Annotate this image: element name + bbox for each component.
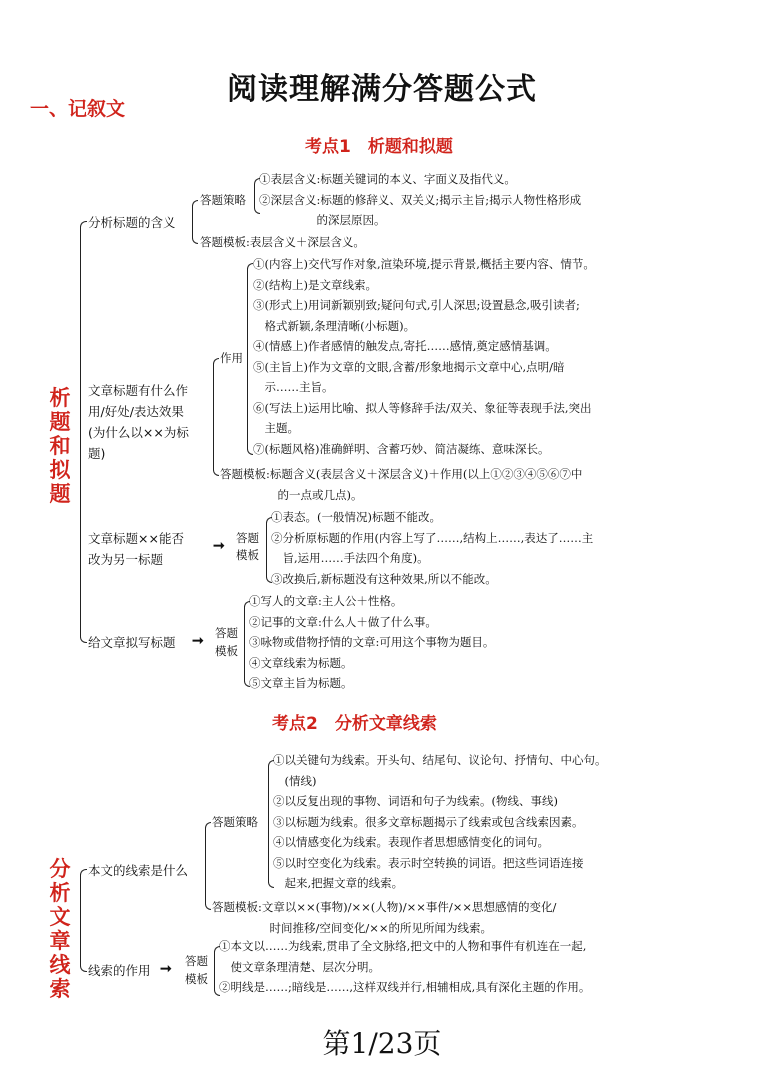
b6-item: ①本文以……为线索,贯串了全文脉络,把文中的人物和事件有机连在一起, <box>219 939 587 953</box>
b1-item: ①表层含义:标题关键词的本义、字面义及指代义。 <box>259 172 516 186</box>
b2-item: 示……主旨。 <box>253 380 334 394</box>
b5-list <box>273 750 607 894</box>
kaodian-2-heading: 考点2 分析文章线索 <box>272 714 437 734</box>
b4-label: 答题 模板 <box>215 626 238 658</box>
b3-item: ②分析原标题的作用(内容上写了……,结构上……,表达了……主 <box>271 530 594 545</box>
b6-arrow-icon: ➞ <box>160 961 172 977</box>
b6-item: ②明线是……;暗线是……,这样双线并行,相辅相成,具有深化主题的作用。 <box>219 980 591 994</box>
b4-item: ③咏物或借物抒情的文章:可用这个事物为题目。 <box>249 635 495 649</box>
node-clue-function: 线索的作用 <box>88 963 151 978</box>
b1-strategy-list <box>259 169 581 231</box>
b2-model: 答题模板:标题含义(表层含义＋深层含义)＋作用(以上①②③④⑤⑥⑦中 的一点或几点)。 <box>220 467 583 502</box>
b5-item: (情线) <box>273 773 317 788</box>
b3-label: 答题 模板 <box>236 531 259 562</box>
node-title-function: 文章标题有什么作 用/好处/表达效果 (为什么以××为标 题) <box>88 383 189 461</box>
b4-item: ①写人的文章:主人公＋性格。 <box>249 594 403 608</box>
b2-item: ⑥(写法上)运用比喻、拟人等修辞手法/双关、象征等表现手法,突出 <box>253 400 592 415</box>
group-label-xiansuo: 分 析 文 章 线 索 <box>49 857 71 1001</box>
b1-model: 答题模板:表层含义＋深层含义。 <box>200 235 365 249</box>
b2-item: ①(内容上)交代写作对象,渲染环境,提示背景,概括主要内容、情节。 <box>253 257 595 271</box>
b3-item: 旨,运用……手法四个角度)。 <box>271 551 429 565</box>
b2-item: ⑤(主旨上)作为文章的文眼,含蓄/形象地揭示文章中心,点明/暗 <box>253 359 565 374</box>
node-title-meaning: 分析标题的含义 <box>88 215 176 230</box>
group2-bracket <box>80 869 87 972</box>
node-title-change: 文章标题××能否 改为另一标题 <box>88 531 184 567</box>
b1-item: 的深层原因。 <box>259 213 386 227</box>
b4-arrow-icon: ➞ <box>192 633 204 649</box>
b3-item: ①表态。(一般情况)标题不能改。 <box>271 510 441 524</box>
page-number: 第1/23页 <box>322 1027 442 1060</box>
b2-item: 格式新颖,条理清晰(小标题)。 <box>253 318 416 333</box>
b3-item: ③改换后,新标题没有这种效果,所以不能改。 <box>271 571 497 586</box>
b4-item: ②记事的文章:什么人＋做了什么事。 <box>249 614 437 629</box>
b4-item: ⑤文章主旨为标题。 <box>249 676 353 690</box>
b5-item: ⑤以时空变化为线索。表示时空转换的词语。把这些词语连接 <box>273 855 584 870</box>
b5-item: ②以反复出现的事物、词语和句子为线索。(物线、事线) <box>273 794 558 808</box>
b2-item: ④(情感上)作者感情的触发点,寄托……感情,奠定感情基调。 <box>253 339 557 353</box>
node-clue-what: 本文的线索是什么 <box>88 863 189 878</box>
b2-item: ②(结构上)是文章线索。 <box>253 277 377 292</box>
b5-bracket <box>205 822 211 910</box>
b5-item: ④以情感变化为线索。表现作者思想感情变化的词句。 <box>273 835 549 849</box>
group-label-xiti: 析 题 和 拟 题 <box>49 386 71 506</box>
b5-model: 答题模板:文章以××(事物)/××(人物)/××事件/××思想感情的变化/ 时间推移/空间变化/××的所见所闻为线索。 <box>212 900 557 935</box>
b5-item: 起来,把握文章的线索。 <box>273 876 404 890</box>
b4-list <box>249 591 494 694</box>
page-title: 阅读理解满分答题公式 <box>227 72 537 107</box>
b3-arrow-icon: ➞ <box>213 538 225 554</box>
b6-item: 使文章条理清楚、层次分明。 <box>219 959 380 974</box>
b6-list <box>219 936 590 998</box>
b2-bracket <box>213 358 219 476</box>
b2-item: 主题。 <box>253 421 299 435</box>
b2-item: ⑦(标题风格)准确鲜明、含蓄巧妙、简洁凝练、意味深长。 <box>253 441 550 456</box>
b2-func-list <box>253 254 595 459</box>
b2-item: ③(形式上)用词新颖别致;疑问句式,引人深思;设置悬念,吸引读者; <box>253 298 580 312</box>
b5-strategy-label: 答题策略 <box>212 815 258 829</box>
kaodian-1-heading: 考点1 析题和拟题 <box>305 137 453 157</box>
b1-strategy-label: 答题策略 <box>200 193 246 207</box>
b1-item: ②深层含义:标题的修辞义、双关义;揭示主旨;揭示人物性格形成 <box>259 192 582 207</box>
node-draft-title: 给文章拟写标题 <box>88 635 176 650</box>
group1-bracket <box>80 221 87 643</box>
b2-func-label: 作用 <box>220 351 243 365</box>
b1-bracket <box>192 200 198 244</box>
b5-item: ③以标题为线索。很多文章标题揭示了线索或包含线索因素。 <box>273 814 584 829</box>
b3-list <box>271 507 593 589</box>
b5-item: ①以关键句为线索。开头句、结尾句、议论句、抒情句、中心句。 <box>273 753 607 767</box>
section-heading: 一、记叙文 <box>30 98 126 120</box>
b4-item: ④文章线索为标题。 <box>249 655 353 670</box>
b6-label: 答题 模板 <box>185 954 208 986</box>
